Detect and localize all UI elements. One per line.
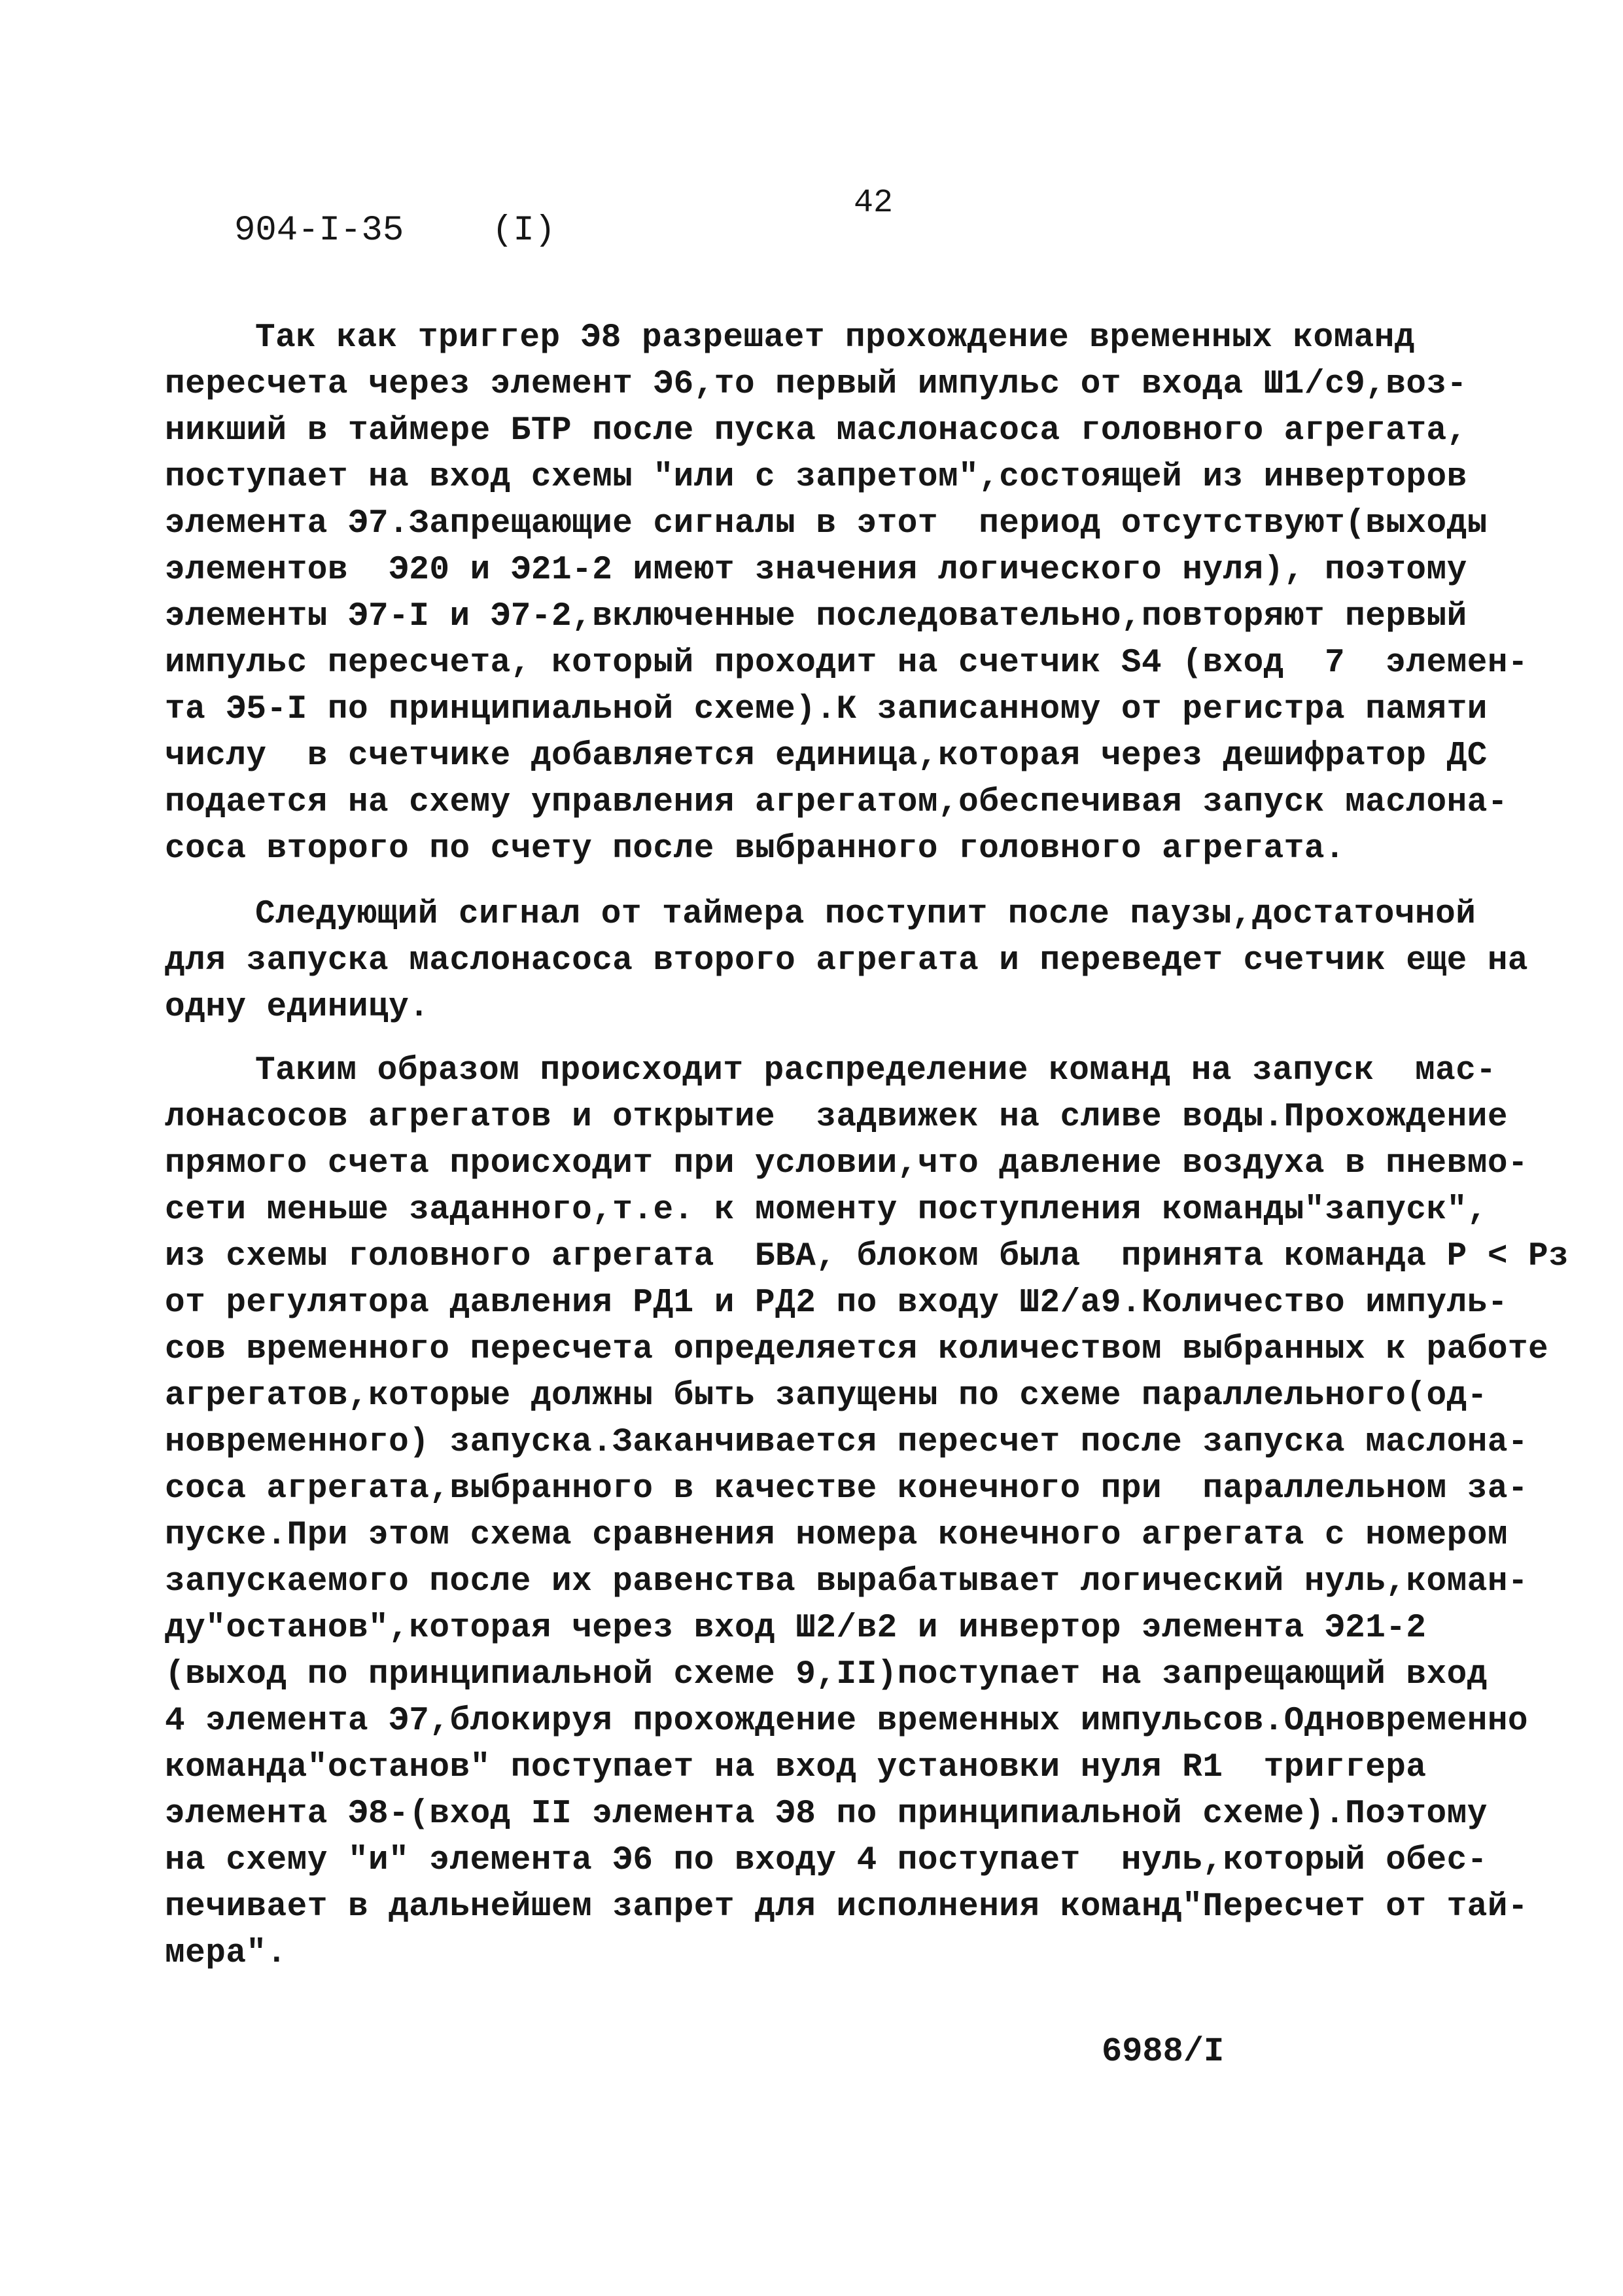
sheet-number: 6988/I: [1102, 2032, 1225, 2071]
text-line: (выход по принципиальной схеме 9,II)поступает на запрещающий вход: [165, 1656, 1488, 1693]
text-line: подается на схему управления агрегатом,обеспечивая запуск маслона-: [165, 784, 1508, 821]
document-part: (I): [492, 211, 556, 251]
text-line: новременного) запуска.Заканчивается пересчет после запуска маслона-: [165, 1424, 1529, 1461]
text-line: соса второго по счету после выбранного головного агрегата.: [165, 830, 1346, 868]
text-line: та Э5-I по принципиальной схеме).К записанному от регистра памяти: [165, 691, 1488, 728]
text-line: сети меньше заданного,т.е. к моменту поступления команды"запуск",: [165, 1192, 1488, 1229]
text-line: ду"останов",которая через вход Ш2/в2 и инвертор элемента Э21-2: [165, 1610, 1427, 1647]
text-line: элементы Э7-I и Э7-2,включенные последовательно,повторяют первый: [165, 598, 1467, 635]
text-line: на схему "и" элемента Э6 по входу 4 поступает нуль,который обес-: [165, 1842, 1488, 1879]
text-line: никший в таймере БТР после пуска маслонасоса головного агрегата,: [165, 412, 1467, 450]
page-number: 42: [854, 185, 894, 222]
text-line: лонасосов агрегатов и открытие задвижек на сливе воды.Прохождение: [165, 1099, 1508, 1136]
text-line: печивает в дальнейшем запрет для исполнения команд"Пересчет от тай-: [165, 1888, 1529, 1926]
text-line: поступает на вход схемы "или с запретом",состоящей из инверторов: [165, 459, 1467, 496]
text-line: пуске.При этом схема сравнения номера конечного агрегата с номером: [165, 1517, 1508, 1554]
text-line: Так как триггер Э8 разрешает прохождение временных команд: [255, 319, 1415, 357]
text-line: импульс пересчета, который проходит на счетчик S4 (вход 7 элемен-: [165, 645, 1529, 682]
text-line: числу в счетчике добавляется единица,которая через дешифратор ДС: [165, 737, 1488, 775]
text-line: Следующий сигнал от таймера поступит после паузы,достаточной: [255, 896, 1476, 933]
text-line: из схемы головного агрегата БВА, блоком была принята команда P < Pз: [165, 1238, 1569, 1275]
text-line: 4 элемента Э7,блокируя прохождение временных импульсов.Одновременно: [165, 1703, 1529, 1740]
text-line: пересчета через элемент Э6,то первый импульс от входа Ш1/с9,воз-: [165, 366, 1467, 403]
text-line: соса агрегата,выбранного в качестве конечного при параллельном за-: [165, 1470, 1529, 1508]
text-line: Таким образом происходит распределение команд на запуск мас-: [255, 1052, 1497, 1089]
text-line: агрегатов,которые должны быть запущены по схеме параллельного(од-: [165, 1377, 1488, 1415]
text-line: от регулятора давления РД1 и РД2 по входу Ш2/а9.Количество импуль-: [165, 1284, 1508, 1322]
text-line: мера".: [165, 1935, 287, 1972]
text-line: для запуска маслонасоса второго агрегата и переведет счетчик еще на: [165, 942, 1529, 980]
text-line: сов временного пересчета определяется количеством выбранных к работе: [165, 1331, 1549, 1368]
text-line: элемента Э7.Запрещающие сигналы в этот период отсутствуют(выходы: [165, 505, 1488, 542]
text-line: элемента Э8-(вход II элемента Э8 по принципиальной схеме).Поэтому: [165, 1795, 1488, 1833]
text-line: запускаемого после их равенства вырабатывает логический нуль,коман-: [165, 1563, 1529, 1600]
text-line: элементов Э20 и Э21-2 имеют значения логического нуля), поэтому: [165, 552, 1467, 589]
text-line: одну единицу.: [165, 989, 430, 1026]
text-line: команда"останов" поступает на вход установки нуля R1 триггера: [165, 1749, 1427, 1786]
text-line: прямого счета происходит при условии,что давление воздуха в пневмо-: [165, 1145, 1529, 1182]
document-code: 904-I-35: [234, 211, 404, 251]
